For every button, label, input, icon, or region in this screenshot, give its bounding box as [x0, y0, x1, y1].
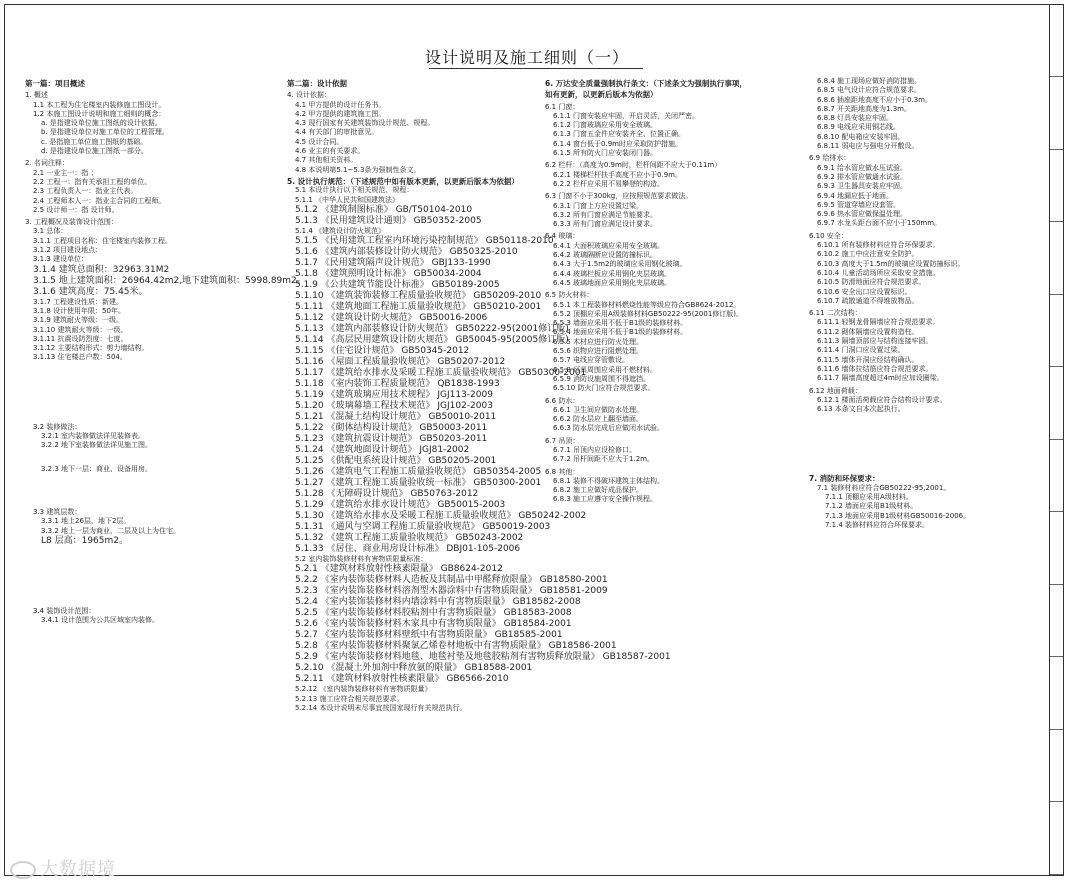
text-line: 6.9.2 排水管应做通水试验。 — [817, 172, 908, 181]
text-line: 5.1.9 《公共建筑节能设计标准》 GB50189-2005 — [295, 280, 500, 291]
text-line: 3.3.1 地上26层，地下2层。 — [41, 517, 131, 526]
text-line: 6.10.7 疏散通道不得堆放物品。 — [817, 296, 919, 305]
text-line: 4.3 现行国家有关建筑装饰设计规范、规程。 — [295, 119, 435, 128]
text-line: 6.4.1 大面积玻璃应采用安全玻璃。 — [553, 241, 665, 250]
watermark — [10, 855, 116, 881]
text-line: 5.2.12 《室内装饰装修材料有害物质限量》 — [295, 685, 432, 694]
text-line: 6.6.2 防水层应上翻至墙面。 — [553, 415, 644, 424]
text-line: 7. 消防和环保要求： — [809, 474, 880, 484]
text-line: 5.2.4 《室内装饰装修材料内墙涂料中有害物质限量》 GB18582-2008 — [295, 597, 581, 608]
column-3 — [545, 77, 807, 505]
text-line: d. 是指建设单位施工图纸一部分。 — [41, 147, 148, 156]
text-line: 6.8.6 插座距地高度不应小于0.3m。 — [817, 95, 932, 104]
text-line: 2. 名词注释： — [25, 159, 69, 168]
text-line: 5.1.12 《建筑设计防火规范》 GB50016-2006 — [295, 313, 488, 324]
text-line: 2.5 设计师一：指 设计师。 — [33, 205, 119, 214]
text-line: 6.4.5 玻璃地面应采用钢化夹层玻璃。 — [553, 278, 672, 287]
text-line: 3.3.2 地上一层为商业，二层及以上为住宅。 — [41, 526, 181, 535]
text-line: 6.5.7 电线应穿管敷设。 — [553, 356, 630, 365]
text-line: 6.11.6 墙体拉结筋应符合规范要求。 — [817, 364, 933, 373]
text-line: 3.3 建筑层数： — [33, 507, 82, 516]
text-line: 3.1.5 地上建筑面积：26964.42m2,地下建筑面积：5998.89m2。 — [33, 275, 306, 286]
text-line: 6.6 防水： — [545, 396, 580, 405]
text-line: 5.1.20 《玻璃幕墙工程技术规范》 JGJ102-2003 — [295, 401, 493, 412]
text-line: 5.2.14 本设计说明未尽事宜按国家现行有关规范执行。 — [295, 704, 467, 713]
text-line: 5.1.31 《通风与空调工程施工质量验收规范》 GB50019-2003 — [295, 522, 551, 533]
text-line: 6.8.3 施工应遵守安全操作规程。 — [553, 495, 658, 504]
text-line: 5.2.13 施工应符合相关规范要求。 — [295, 694, 404, 703]
text-line: 6.8.5 电气设计应符合规范要求。 — [817, 86, 922, 95]
text-line: 3.2.3 地下一层：商业、设备用房。 — [41, 464, 153, 473]
text-line: 5.1.8 《建筑照明设计标准》 GB50034-2004 — [295, 269, 482, 280]
text-line: 6.11.7 隔墙高度超过4m时应加设圈梁。 — [817, 374, 944, 383]
text-line: 3.2.2 地下室装修做法详见施工图。 — [41, 441, 153, 450]
text-line: 5.2.10 《混凝土外加剂中释放氨的限量》 GB18588-2001 — [295, 663, 533, 674]
text-line: 6.1 门窗： — [545, 102, 580, 111]
text-line: 6.1.2 门窗玻璃应采用安全玻璃。 — [553, 121, 658, 130]
text-line: 5.1.4 《建筑设计防火规范》 — [295, 226, 386, 235]
drawing-sheet — [4, 4, 1064, 876]
text-line: a. 是指建设单位施工图纸的设计依据。 — [41, 119, 162, 128]
text-line: 5.1.14 《高层民用建筑设计防火规范》 GB50045-95(2005修订版) — [295, 335, 569, 346]
column-1 — [25, 77, 306, 625]
text-line: 6.11.2 砌体隔墙应设置构造柱。 — [817, 327, 919, 336]
text-line: 7.1.2 墙面应采用B1级材料。 — [825, 502, 918, 511]
text-line: 5.2.5 《室内装饰装修材料胶粘剂中有害物质限量》 GB18583-2008 — [295, 608, 572, 619]
text-line: 5.1.30 《建筑给水排水及采暖工程施工质量验收规范》 GB50242-2002 — [295, 511, 587, 522]
text-line: 5.2 室内装饰装修材料有害物质限量标准： — [295, 555, 428, 564]
text-line: 6.8.7 开关距地高度为1.3m。 — [817, 104, 911, 113]
text-line: 6.9.5 管道穿墙应设套管。 — [817, 200, 901, 209]
text-line: 6.13 本条文自本次起执行。 — [817, 405, 905, 414]
text-line: 4.2 甲方提供的建筑施工图。 — [295, 109, 386, 118]
text-line: 1.2 本施工图设计说明和施工细则的概念： — [33, 109, 166, 118]
text-line: 6.12 地面荷载： — [809, 386, 862, 395]
text-line: 5.2.3 《室内装饰装修材料溶剂型木器涂料中有害物质限量》 GB18581-2009 — [295, 586, 608, 597]
text-line: 5.2.8 《室内装饰装修材料聚氯乙烯卷材地板中有害物质限量》 GB18586-2001 — [295, 641, 617, 652]
text-line: 6.10.2 施工中应注意安全防护。 — [817, 250, 919, 259]
text-line: 6.10.5 防滑地面应符合规范要求。 — [817, 278, 926, 287]
text-line: 6.5.6 织物应进行阻燃处理。 — [553, 347, 644, 356]
text-line: 6.6.3 防水层完成后应做闭水试验。 — [553, 424, 665, 433]
text-line: 3.2.1 室内装修做法详见装修表。 — [41, 432, 146, 441]
text-line: 5.1.1 《中华人民共和国建筑法》 — [295, 195, 400, 204]
text-line: 3.1.8 设计使用年限：50年。 — [33, 306, 125, 315]
text-line: L8 层高：1965m2。 — [41, 535, 128, 546]
text-line: 5.1 本设计执行以下相关规范、规程： — [295, 186, 414, 195]
text-line: 4.1 甲方提供的设计任务书。 — [295, 100, 386, 109]
text-line: 6.8.8 灯具安装应牢固。 — [817, 114, 894, 123]
text-line: 5.1.23 《建筑抗震设计规范》 GB50203-2011 — [295, 434, 488, 445]
text-line: 6.9 给排水： — [809, 154, 851, 163]
text-line: 5.2.1 《建筑材料放射性核素限量》 GB8624-2012 — [295, 564, 503, 575]
watermark-logo-icon — [10, 861, 36, 879]
text-line: 6.1.3 门窗五金件应安装齐全、位置正确。 — [553, 130, 686, 139]
text-line: 3.1.1 工程项目名称：住宅楼室内装修工程。 — [33, 236, 173, 245]
text-line: 3.2 装修做法： — [33, 422, 82, 431]
text-line: 6.10 安全： — [809, 231, 848, 240]
text-line: 3.1.10 建筑耐火等级：一级。 — [33, 325, 128, 334]
text-line: 6.10.6 安全出口应设置标识。 — [817, 287, 912, 296]
text-line: 5.1.24 《建筑地面设计规范》 JGJ81-2002 — [295, 445, 470, 456]
text-line: 6.3.2 所有门窗应满足节能要求。 — [553, 210, 658, 219]
text-line: 6.2 栏杆：（高度为0.9m时，栏杆间距不应大于0.11m） — [545, 161, 722, 170]
text-line: 7.1 装修材料应符合GB50222-95,2001。 — [817, 483, 951, 492]
text-line: 6.7.2 吊杆间距不应大于1.2m。 — [553, 455, 654, 464]
text-line: 6.11.5 墙体开洞应经结构确认。 — [817, 355, 919, 364]
text-line: 5.1.26 《建筑电气工程施工质量验收规范》 GB50354-2005 — [295, 467, 542, 478]
text-line: 5.2.11 《建筑材料放射性核素限量》 GB6566-2010 — [295, 674, 509, 685]
text-line: 5.1.11 《建筑地面工程施工质量验收规范》 GB50210-2001 — [295, 302, 542, 313]
text-line: 6.8.10 配电箱应安装牢固。 — [817, 132, 905, 141]
text-line: 6. 万达安全质量强制执行条文：（下述条文为强制执行事项， — [545, 79, 747, 88]
text-line: 6.11 二次结构： — [809, 309, 862, 318]
text-line: 2.4 工程师本人一：指业主合同的工程师。 — [33, 196, 166, 205]
text-line: 6.10.4 儿童活动场所应采取安全措施。 — [817, 268, 940, 277]
text-line: 3.1.7 工程建设性质：新建。 — [33, 297, 124, 306]
text-line: 6.1.1 门窗安装应牢固，开启灵活，关闭严密。 — [553, 111, 700, 120]
text-line: 6.9.7 水龙头距台面不应小于150mm。 — [817, 219, 942, 228]
text-line: 3.1.6 建筑高度：75.45米。 — [33, 286, 148, 297]
text-line: 4.7 其他相关资料。 — [295, 156, 358, 165]
text-line: 6.8.1 装修不得破坏建筑主体结构。 — [553, 476, 665, 485]
text-line: 6.2.1 楼梯栏杆扶手高度不应小于0.9m。 — [553, 170, 682, 179]
text-line: 7.1.4 装修材料应符合环保要求。 — [825, 520, 930, 529]
text-line: 5.1.21 《混凝土结构设计规范》 GB50010-2011 — [295, 412, 497, 423]
column-4 — [809, 77, 1055, 530]
text-line: 4.4 有关部门的审批意见。 — [295, 128, 379, 137]
text-line: 3.4.1 设计范围为公共区域室内装修。 — [41, 616, 160, 625]
text-line: 第一篇：项目概述 — [25, 79, 85, 88]
text-line: 4.6 业主的有关要求。 — [295, 147, 365, 156]
text-line: 6.6.1 卫生间应做防水处理。 — [553, 405, 644, 414]
title-underline — [429, 68, 643, 69]
text-line: 6.4.3 大于1.5m2的玻璃应采用钢化玻璃。 — [553, 260, 687, 269]
text-line: 6.9.4 地漏应低于地面。 — [817, 191, 894, 200]
text-line: 5.1.3 《民用建筑设计通则》 GB50352-2005 — [295, 215, 482, 226]
text-line: 6.5.4 地面应采用不低于B1级的装修材料。 — [553, 328, 688, 337]
text-line: 2.3 工程负责人一：指业主代表。 — [33, 187, 138, 196]
text-line: b. 是指建设单位对施工单位的工程管理。 — [41, 128, 169, 137]
text-line: 6.5 防火材料： — [545, 291, 594, 300]
text-line: 6.9.1 给水管应做水压试验。 — [817, 163, 908, 172]
text-line: 5. 设计执行规范：（下述规范中如有版本更新，以更新后版本为依据） — [287, 176, 519, 186]
text-line: 6.12.1 楼面活荷载应符合结构设计要求。 — [817, 395, 947, 404]
text-line: 3.1.13 住宅楼总户数：504。 — [33, 353, 127, 362]
text-line: 6.5.1 本工程装修材料燃烧性能等级应符合GB8624-2012。 — [553, 300, 741, 309]
text-line: 6.2.2 栏杆应采用不易攀登的构造。 — [553, 179, 665, 188]
text-line: 5.1.19 《建筑玻璃应用技术规程》 JGJ113-2009 — [295, 390, 493, 401]
text-line: 7.1.1 顶棚应采用A级材料。 — [825, 492, 913, 501]
text-line: 5.2.9 《室内装饰装修材料地毯、地毯衬垫及地毯胶粘剂有害物质释放限量》 GB18587-2001 — [295, 652, 671, 663]
text-line: 5.1.25 《供配电系统设计规范》 GB50205-2001 — [295, 456, 497, 467]
text-line: 6.3.1 门窗上方应设置过梁。 — [553, 201, 644, 210]
text-line: 6.11.1 轻钢龙骨隔墙应符合规范要求。 — [817, 318, 940, 327]
text-line: 6.5.3 墙面应采用不低于B1级的装修材料。 — [553, 319, 688, 328]
text-line: 3. 工程概况及装饰设计范围： — [25, 218, 118, 227]
text-line: 3.1.11 抗震设防烈度：七度。 — [33, 334, 128, 343]
text-line: 5.1.18 《室内装饰工程质量规范》 QB1838-1993 — [295, 379, 500, 390]
text-line: 6.1.4 窗台低于0.9m时应采取防护措施。 — [553, 139, 682, 148]
text-line: 6.5.8 灯具周围应采用不燃材料。 — [553, 365, 658, 374]
text-line: 4.5 设计合同。 — [295, 137, 344, 146]
text-line: 2.2 工程一：指有关承担工程的单位。 — [33, 177, 152, 186]
text-line: c. 是指施工单位施工图纸的基础。 — [41, 137, 148, 146]
text-line: 3.1.2 项目建设地点： — [33, 246, 103, 255]
text-line: 4.8 本说明第5.1~5.3条为强制性条文。 — [295, 165, 421, 174]
text-line: 7.1.3 地面应采用B1级材料GB50016-2006。 — [825, 511, 971, 520]
text-line: 6.1.5 所有防火门应安装闭门器。 — [553, 149, 658, 158]
text-line: 2.1 一业主一：指 ； — [33, 168, 98, 177]
page-title: 设计说明及施工细则（一） — [424, 48, 629, 67]
text-line: 5.1.2 《建筑制图标准》 GB/T50104-2010 — [295, 204, 473, 215]
text-line: 6.10.1 所有装修材料应符合环保要求。 — [817, 241, 940, 250]
text-line: 6.8.4 施工现场应做好消防措施。 — [817, 77, 922, 85]
text-line: 4. 设计依据： — [287, 91, 331, 100]
text-line: 1.1 本工程为住宅楼室内装修施工图设计。 — [33, 100, 166, 109]
text-line: 6.4.2 玻璃隔断应设置防撞标识。 — [553, 251, 658, 260]
text-line: 6.5.10 防火门应符合规范要求。 — [553, 384, 655, 393]
text-line: 5.1.13 《建筑内部装修设计防火规范》 GB50222-95(2001修订版) — [295, 324, 569, 335]
text-line: 6.5.2 顶棚应采用A级装修材料GB50222-95(2001修订版)。 — [553, 309, 744, 318]
text-line: 3.1.3 建设单位： — [33, 255, 89, 264]
text-line: 5.1.16 《屋面工程质量验收规范》 GB50207-2012 — [295, 357, 506, 368]
text-line: 6.7 吊顶： — [545, 436, 580, 445]
text-line: 3.4 装饰设计范围： — [33, 606, 96, 615]
text-line: 6.11.4 门洞口应设置过梁。 — [817, 346, 905, 355]
text-line: 1. 概述 — [25, 91, 48, 100]
text-line: 5.2.2 《室内装饰装修材料人造板及其制品中甲醛释放限量》 GB18580-2001 — [295, 575, 608, 586]
text-line: 5.1.28 《无障碍设计规范》 GB50763-2012 — [295, 489, 479, 500]
text-line: 6.4 玻璃： — [545, 232, 580, 241]
text-line: 5.1.17 《建筑给水排水及采暖工程施工质量验收规范》 GB50300-2001 — [295, 368, 587, 379]
text-line: 5.1.22 《砌体结构设计规范》 GB50003-2011 — [295, 423, 488, 434]
text-line: 5.1.5 《民用建筑工程室内环境污染控制规范》 GB50118-2010 — [295, 236, 554, 247]
text-line: 6.8 其他： — [545, 467, 580, 476]
text-line: 5.2.7 《室内装饰装修材料壁纸中有害物质限量》 GB18585-2001 — [295, 630, 563, 641]
watermark-text: 大数据境 — [40, 859, 116, 880]
text-line: 5.1.32 《建筑工程施工质量验收规范》 GB50243-2002 — [295, 533, 524, 544]
text-line: 6.5.5 木材应进行防火处理。 — [553, 337, 644, 346]
text-line: 第二篇：设计依据 — [287, 79, 347, 88]
text-line: 5.1.15 《住宅设计规范》 GB50345-2012 — [295, 346, 470, 357]
text-line: 5.1.10 《建筑装饰装修工程质量验收规范》 GB50209-2010 — [295, 291, 542, 302]
text-line: 3.1.9 建筑耐火等级：一级。 — [33, 316, 124, 325]
text-line: 6.9.3 卫生器具安装应牢固。 — [817, 182, 908, 191]
text-line: 6.3 门窗不小于300kg，应按照规范要求做法。 — [545, 192, 693, 201]
text-line: 6.3.3 所有门窗应满足设计要求。 — [553, 220, 658, 229]
text-line: 6.8.11 弱电应与强电分开敷设。 — [817, 142, 919, 151]
text-line: 3.1 总体： — [33, 227, 68, 236]
text-line: 5.1.7 《民用建筑隔声设计规范》 GBJ133-1990 — [295, 258, 491, 269]
text-line: 6.4.4 玻璃栏板应采用钢化夹层玻璃。 — [553, 269, 672, 278]
text-line: 3.1.4 建筑总面积：32963.31M2 — [33, 264, 170, 275]
text-line: 5.1.27 《建筑工程施工质量验收统一标准》 GB50300-2001 — [295, 478, 542, 489]
text-line: 如有更新，以更新后版本为依据） — [545, 90, 658, 100]
text-line: 5.1.29 《建筑给水排水设计规范》 GB50015-2003 — [295, 500, 506, 511]
text-line: 6.5.9 消防设施周围不得遮挡。 — [553, 374, 651, 383]
text-line: 6.8.2 施工应做好成品保护。 — [553, 486, 644, 495]
text-line: 6.7.1 吊顶内应设检修口。 — [553, 445, 637, 454]
text-line: 6.11.3 隔墙顶部应与结构连接牢固。 — [817, 337, 933, 346]
text-line: 6.9.6 热水管应做保温处理。 — [817, 210, 908, 219]
text-line: 6.8.9 电线应采用铜芯线。 — [817, 123, 901, 132]
text-line: 6.10.3 高度大于1.5m的玻璃应设置防撞标识。 — [817, 259, 965, 268]
text-line: 5.1.33 《居住、商业用房设计标准》 DBJ01-105-2006 — [295, 544, 521, 555]
text-line: 3.1.12 主要结构形式：剪力墙结构。 — [33, 344, 149, 353]
text-line: 5.1.6 《建筑内部装修设计防火规范》 GB50325-2010 — [295, 247, 518, 258]
text-line: 5.2.6 《室内装饰装修材料木家具中有害物质限量》 GB18584-2001 — [295, 619, 572, 630]
